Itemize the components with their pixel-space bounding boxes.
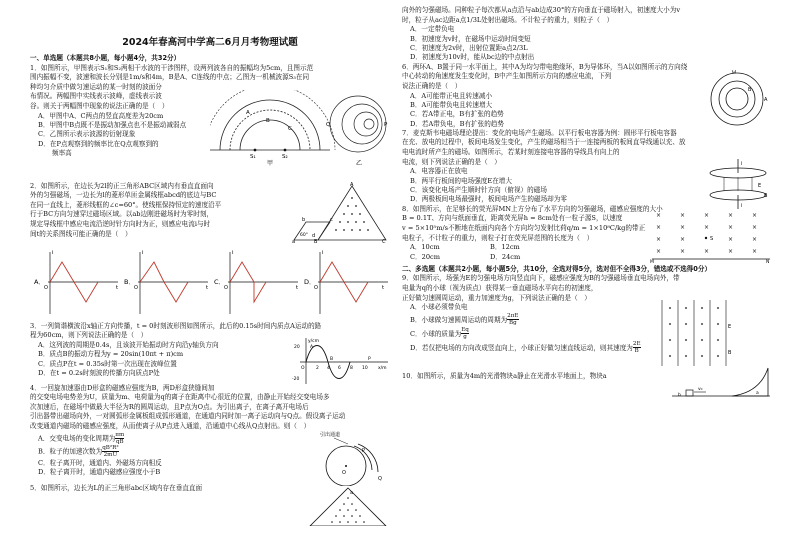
q10-label-v0: v₀ xyxy=(698,387,703,393)
q1-option-d-cont: 频率高 xyxy=(52,149,72,158)
q3-figure xyxy=(292,336,390,386)
q2-label-a: a xyxy=(292,238,296,244)
q2-d-origin: O xyxy=(314,284,318,291)
q5-figure xyxy=(306,486,390,526)
q4-frac-a-den: qB xyxy=(115,438,124,445)
q2-c-axis-i: i xyxy=(232,249,234,256)
q3-xlabel: x/m xyxy=(378,365,387,371)
q8-figure xyxy=(650,207,774,263)
q9-frac-b-den: Bg xyxy=(508,320,517,327)
q7-stem-0: 7．麦克斯韦电磁场理论提出：变化的电场产生磁场。以平行板电容器为例：圆形平行板电容器 xyxy=(402,128,677,137)
q9-label-b: B xyxy=(728,350,732,357)
svg-text:×: × xyxy=(752,223,758,231)
q2-c-origin: O xyxy=(224,284,228,291)
q10-figure xyxy=(672,366,772,398)
q6-option-d: D．若A带负电，B有扩张的趋势 xyxy=(410,119,505,128)
q7-label-i-top: i xyxy=(741,160,743,167)
q2-label-d: d xyxy=(312,232,316,239)
svg-text:×: × xyxy=(656,235,662,243)
q3-tick-y-neg20: -20 xyxy=(292,376,300,382)
q1-option-b: B．甲图中B点既不是振动加强点也不是振动减弱点 xyxy=(38,120,187,129)
q2-stem-0: 2．如图所示，在边长为2l的正三角形ABC区域内有垂直直面向 xyxy=(30,181,214,190)
q4-option-a-text: A．交变电场的变化周期为 xyxy=(38,434,116,443)
q7-option-a: A．电容器正在放电 xyxy=(410,167,468,176)
left-column xyxy=(30,0,390,560)
q9-option-a: A．小球必须带负电 xyxy=(410,303,468,312)
q4-option-b-frac xyxy=(102,445,118,458)
q7-option-c: C．该变化电场产生顺时针方向（俯视）的磁场 xyxy=(410,186,547,194)
q4-frac-b-den: 2mU xyxy=(103,452,118,459)
q9-frac-c-num: Eq xyxy=(461,327,469,334)
q2-c-axis-t: t xyxy=(296,284,299,291)
q3-ylabel: y/cm xyxy=(308,338,320,344)
q3-tick-x-10: 10 xyxy=(362,365,368,371)
question-1 xyxy=(30,64,390,182)
q8-stem-2: v = 5×10⁵m/s不断地在纸面内向各个方向均匀发射比荷q/m = 1×10⁸C/kg的带正 xyxy=(402,224,646,232)
q1-stem-1: 围内振幅不变，波速和波长分别是1m/s和4m，B是A、C连线的中点；乙图为一机械波源S₃在同 xyxy=(30,73,310,82)
q6-stem-0: 6．两环A、B置于同一水平面上，其中A为均匀带电绝缘环，B为导体环，当A以如图所示的方向绕 xyxy=(402,62,688,71)
q1-label-p: P xyxy=(384,121,388,128)
q2-a-axis-t: t xyxy=(116,284,119,291)
question-5-cont xyxy=(402,6,774,63)
q3-tick-x-4: 4 xyxy=(327,365,330,371)
q1-label-q: Q xyxy=(326,121,331,128)
q2-option-a-label: A． xyxy=(34,277,45,286)
question-9 xyxy=(402,274,774,372)
q4-stem-2: 次加速后，在磁场中做最大半径为R的圆周运动，且P点为O点。为引出离子，在离子离开电场后 xyxy=(30,402,309,411)
q2-a-origin: O xyxy=(44,284,48,291)
q2-a-axis-i: i xyxy=(52,249,54,256)
q1-figure xyxy=(210,90,390,166)
q9-figure xyxy=(654,298,734,368)
q1-label-b: B xyxy=(266,117,270,124)
q7-option-b: B．两平行板间的电场强度E在增大 xyxy=(410,176,512,185)
q9-option-d-text: D．若仅把电场的方向改成竖直向上，小球正好做匀速直线运动，则其速度为 xyxy=(410,343,633,352)
question-6 xyxy=(402,63,774,129)
q9-option-c-frac xyxy=(461,327,469,340)
section-single-choice: 一、单选题（本题共8小题，每小题4分，共32分） xyxy=(30,54,181,62)
q2-stem-3: 行于BC方向匀速穿过磁场区域。以ab边刚进磁场时为零时刻， xyxy=(30,210,214,219)
q5-option-d: D．初速度为10v时，能从bc边的中点射出 xyxy=(410,53,535,62)
q7-option-d: D．两极板间电场最强时，板间电场产生的磁场却为零 xyxy=(410,195,567,204)
q1-option-a: A．甲图中A、C两点的竖直高度差为20cm xyxy=(38,111,164,120)
right-column xyxy=(402,0,774,560)
svg-text:×: × xyxy=(656,223,662,231)
question-3 xyxy=(30,322,390,384)
q7-stem-1: 在充、放电的过程中，板间电场发生变化，产生的磁场相当于一连接两板的板间直导线通以充、放 xyxy=(402,138,686,147)
q7-figure xyxy=(704,159,774,209)
svg-text:×: × xyxy=(728,247,734,255)
q2-b-axis-i: i xyxy=(142,249,144,256)
q1-stem-4: 谷。则关于两幅图中现象的说法正确的是（ ） xyxy=(30,101,169,110)
q2-stem-1: 外的匀强磁场，一边长为l的菱形单匝金属线框abcd的底边与BC xyxy=(30,191,217,200)
q5-label-a: a xyxy=(350,489,354,496)
svg-text:×: × xyxy=(680,235,686,243)
q2-label-B: B xyxy=(314,238,318,244)
q3-origin: O xyxy=(301,365,305,371)
q1-label-jia: 甲 xyxy=(267,159,274,166)
q5-option-b: B．初速度为v时，在磁场中运动时间变短 xyxy=(410,34,531,43)
svg-text:×: × xyxy=(656,211,662,219)
q4-stem-4: 改变通道内磁场的磁感应强度，从而使离子从P点进入通道，沿通道中心线从Q点射出。则（ ） xyxy=(30,421,311,430)
q8-label-s: S xyxy=(710,235,714,242)
q4-frac-a-num: πm xyxy=(115,431,125,438)
q7-stem-3: 电流，则下列说法正确的是（ ） xyxy=(402,157,501,166)
q9-frac-c-den: g xyxy=(463,334,467,341)
q6-stem-1: 中心转动的角速度发生变化时，B中产生如图所示方向的感应电流，下列 xyxy=(402,72,612,81)
q3-stem-1: 程为60cm，则下列说法正确的是（ ） xyxy=(30,331,148,340)
q7-stem-2: 电电流时所产生的磁场。如图所示，若某时刻连接电容器的导线具有向上的 xyxy=(402,148,620,156)
q4-label-q: Q xyxy=(378,475,382,482)
q10-label-a: a xyxy=(756,391,759,397)
q2-option-graphs xyxy=(30,244,390,318)
q6-option-a: A．A可能带正电且转速减小 xyxy=(410,91,493,100)
question-10 xyxy=(402,372,774,402)
q9-option-c-text: C．小球的质量为 xyxy=(410,329,462,338)
q9-label-e: E xyxy=(728,324,732,331)
q9-stem-2: 正好做匀速圆周运动，重力加速度为g，下列说法正确的是（ ） xyxy=(402,293,591,302)
q3-option-c: C．质点P在t = 0.35s时第一次出现在波峰位置 xyxy=(38,359,177,368)
q4-option-d: D．粒子离开时，通道内磁感应强度小于B xyxy=(38,467,161,476)
q1-option-d: D．在P点观察到的频率比在Q点观察到的 xyxy=(38,139,159,148)
question-5 xyxy=(30,484,390,524)
q10-stem-0: 10．如图所示，质量为4m的光滑物块a静止在光滑水平地面上，物块a xyxy=(402,372,607,381)
q2-stem-5: 间t的关系图线可能正确的是（ ） xyxy=(30,229,132,238)
q1-label-a: A xyxy=(246,109,250,116)
svg-text:×: × xyxy=(728,223,734,231)
q1-interference-figure xyxy=(210,90,335,166)
q3-point-a: A xyxy=(310,344,314,350)
q7-label-b: B xyxy=(764,192,768,199)
section-multi-choice: 二、多选题（本题共2小题，每小题5分，共10分，全选对得5分，选对但不全得3分，错选或不选得0分） xyxy=(402,264,712,273)
q5-option-c: C．初速度为2v时，出射位置距a点2/3L xyxy=(410,44,528,52)
q1-label-s2: S₂ xyxy=(282,153,288,160)
q2-graph-a xyxy=(34,250,119,314)
q6-option-b: B．A可能带负电且转速增大 xyxy=(410,101,493,109)
q2-label-c: c xyxy=(330,216,333,223)
q9-frac-d-num: 2E xyxy=(632,341,641,348)
q3-tick-x-2: 2 xyxy=(316,365,319,371)
q9-frac-b-num: 2πE xyxy=(507,313,519,320)
q6-label-omega: ω xyxy=(732,68,737,75)
q10-label-b: b xyxy=(678,393,681,399)
q2-graph-b xyxy=(124,250,209,314)
svg-text:×: × xyxy=(704,211,710,219)
q7-label-i-bottom: i xyxy=(741,202,743,209)
q4-figure xyxy=(306,430,390,486)
q2-stem-4: 规定导线框中感应电流沿逆时针方向时为正，则感应电流i与时 xyxy=(30,219,211,228)
q9-option-b-text: B．小球做匀速圆周运动的周期为 xyxy=(410,315,508,324)
q6-label-a: A xyxy=(764,96,768,103)
q3-stem-0: 3．一列简谐横波沿x轴正方向传播，t = 0时刻波形图如图所示，此后的0.15s时间内质点A运动的路 xyxy=(30,321,322,330)
q4-stem-1: 的交变电场电势差为U，质量为m、电荷量为q的离子在距离中心很近的位置，由静止开始经交变电场多 xyxy=(30,393,330,402)
q3-tick-x-8: 8 xyxy=(350,365,353,371)
svg-text:×: × xyxy=(704,247,710,255)
q7-label-e: E xyxy=(758,182,762,189)
q9-frac-d-den: B xyxy=(634,348,639,355)
q2-graph-d xyxy=(304,250,388,314)
q8-option-c: C．20cm xyxy=(410,252,440,261)
svg-text:×: × xyxy=(704,223,710,231)
q1-stem-0: 1．如图所示，甲图表示S₁和S₂两相干水波的干涉图样，设两列波各自的振幅均为5cm，且图示范 xyxy=(30,63,314,72)
q4-stem-3: 引出器带出磁场向外，一对圆弧形金属板组成弧形通道，在通道内同时加一离子运动向与Q点。假设离子运动 xyxy=(30,412,346,421)
q4-option-b-text: B．粒子的加速次数为 xyxy=(38,447,103,456)
q5-option-a: A．一定带负电 xyxy=(410,25,455,34)
q2-d-axis-t: t xyxy=(382,284,385,291)
q8-stem-1: B = 0.1T、方向与纸面垂直，距离荧光屏h = 8cm处有一粒子源S，以速度 xyxy=(402,214,623,223)
q2-option-b-label: B． xyxy=(124,277,135,286)
q5r-stem-1: 时，粒子从ac边距a点1/3L处射出磁场。不计粒子的重力，则粒子（ ） xyxy=(402,15,614,24)
q6-stem-2: 说法正确的是（ ） xyxy=(402,82,462,90)
q6-option-c: C．若A带正电，B有扩张的趋势 xyxy=(410,110,504,119)
q8-label-n: N xyxy=(766,259,770,263)
svg-text:×: × xyxy=(752,235,758,243)
svg-text:×: × xyxy=(680,223,686,231)
q9-option-d-frac xyxy=(633,341,641,354)
q1-label-c: C xyxy=(288,125,292,132)
q6-label-b: B xyxy=(748,86,752,93)
q9-option-b-frac xyxy=(507,313,518,326)
q1-stem-2: 种均匀介质中做匀速运动的某一时刻的波面分 xyxy=(30,82,162,91)
question-2 xyxy=(30,182,390,322)
q1-label-yi: 乙 xyxy=(356,159,363,166)
q2-d-axis-i: i xyxy=(322,249,324,256)
q4-stem-0: 4．一回旋加速器由D形盒的磁感应强度为B，两D形盒狭缝间加 xyxy=(30,383,215,392)
q8-option-b: B．12cm xyxy=(490,243,520,252)
q2-label-A: A xyxy=(350,181,354,188)
q8-label-m: M xyxy=(650,259,654,263)
q3-option-a: A．这列波的周期是0.4s，且该波开始振动时方向沿y轴负方向 xyxy=(38,340,219,349)
q4-label-o: O xyxy=(342,469,346,476)
q3-option-b: B．质点B的振动方程为y = 20sin(10πt + π)cm xyxy=(38,350,184,359)
q3-point-b: B xyxy=(330,356,334,362)
q1-label-s1: S₁ xyxy=(250,153,256,160)
q2-figure xyxy=(292,182,388,244)
q8-stem-0: 8．如图所示，在足够长的荧光屏MN上方分布了水平方向的匀强磁场，磁感应强度的大小 xyxy=(402,204,663,213)
question-8 xyxy=(402,202,774,265)
q5r-stem-0: 向外的匀强磁场。同种粒子每次都从a点沿与ab边成30°的方向垂直于磁场射入，初速度大小为v xyxy=(402,6,681,14)
q2-b-axis-t: t xyxy=(206,284,209,291)
q8-stem-3: 电粒子，不计粒子的重力，则粒子打在荧光屏范围的长度为（ ） xyxy=(402,233,594,242)
q1-doppler-figure xyxy=(326,96,388,166)
q2-label-b: b xyxy=(302,216,306,223)
q2-label-C: C xyxy=(382,238,386,244)
q3-tick-x-6: 6 xyxy=(338,365,341,371)
q1-stem-3: 布情况。两幅图中实线表示波峰，虚线表示波 xyxy=(30,92,162,101)
q2-graph-c xyxy=(214,250,299,314)
q5-stem-0: 5．如图所示，边长为L的正三角形abc区域内存在垂直直面 xyxy=(30,483,203,492)
q3-tick-y-20: 20 xyxy=(294,344,300,350)
q4-frac-b-num: qB²R² xyxy=(102,445,119,452)
q2-label-angle: 60° xyxy=(300,232,308,238)
q2-option-c-label: C． xyxy=(214,277,226,286)
svg-text:×: × xyxy=(656,247,662,255)
q1-option-c: C．乙图所示表示波源的衍射现象 xyxy=(38,130,136,139)
svg-text:×: × xyxy=(752,211,758,219)
page-title: 2024年春高河中学高二6月月考物理试题 xyxy=(122,37,298,48)
q8-option-d: D．24cm xyxy=(490,252,521,261)
q4-label-p: P xyxy=(362,447,366,454)
q3-option-d: D．在t = 0.2s时刻波的传播方向质点P处 xyxy=(38,369,160,377)
q9-stem-1: 电量为q的小球（视为质点）获得某一垂直磁场水平向右的初速度， xyxy=(402,284,598,292)
q6-figure xyxy=(702,67,772,129)
svg-text:×: × xyxy=(728,235,734,243)
q8-option-a: A．10cm xyxy=(410,243,440,252)
q9-stem-0: 9．如图所示，场强为E的匀强电场方向竖直向下，磁感应强度为B的匀强磁场垂直电场向外，带 xyxy=(402,274,680,283)
q2-option-d-label: D． xyxy=(304,277,316,286)
question-4 xyxy=(30,384,390,484)
q3-point-p: P xyxy=(368,356,371,362)
q4-option-c: C．粒子离开时，通道内、外磁场方向相反 xyxy=(38,458,162,467)
q4-label-channel: 引出通道 xyxy=(320,431,341,438)
svg-text:×: × xyxy=(680,247,686,255)
q4-option-a-frac xyxy=(115,432,124,445)
svg-text:×: × xyxy=(752,247,758,255)
q2-b-origin: O xyxy=(134,284,138,291)
svg-text:×: × xyxy=(728,211,734,219)
q2-graphs-svg xyxy=(30,244,390,318)
svg-text:×: × xyxy=(680,211,686,219)
q2-stem-2: 在同一直线上，菱形线框的∠c=60°。使线框保持恒定的速度沿平 xyxy=(30,200,222,209)
